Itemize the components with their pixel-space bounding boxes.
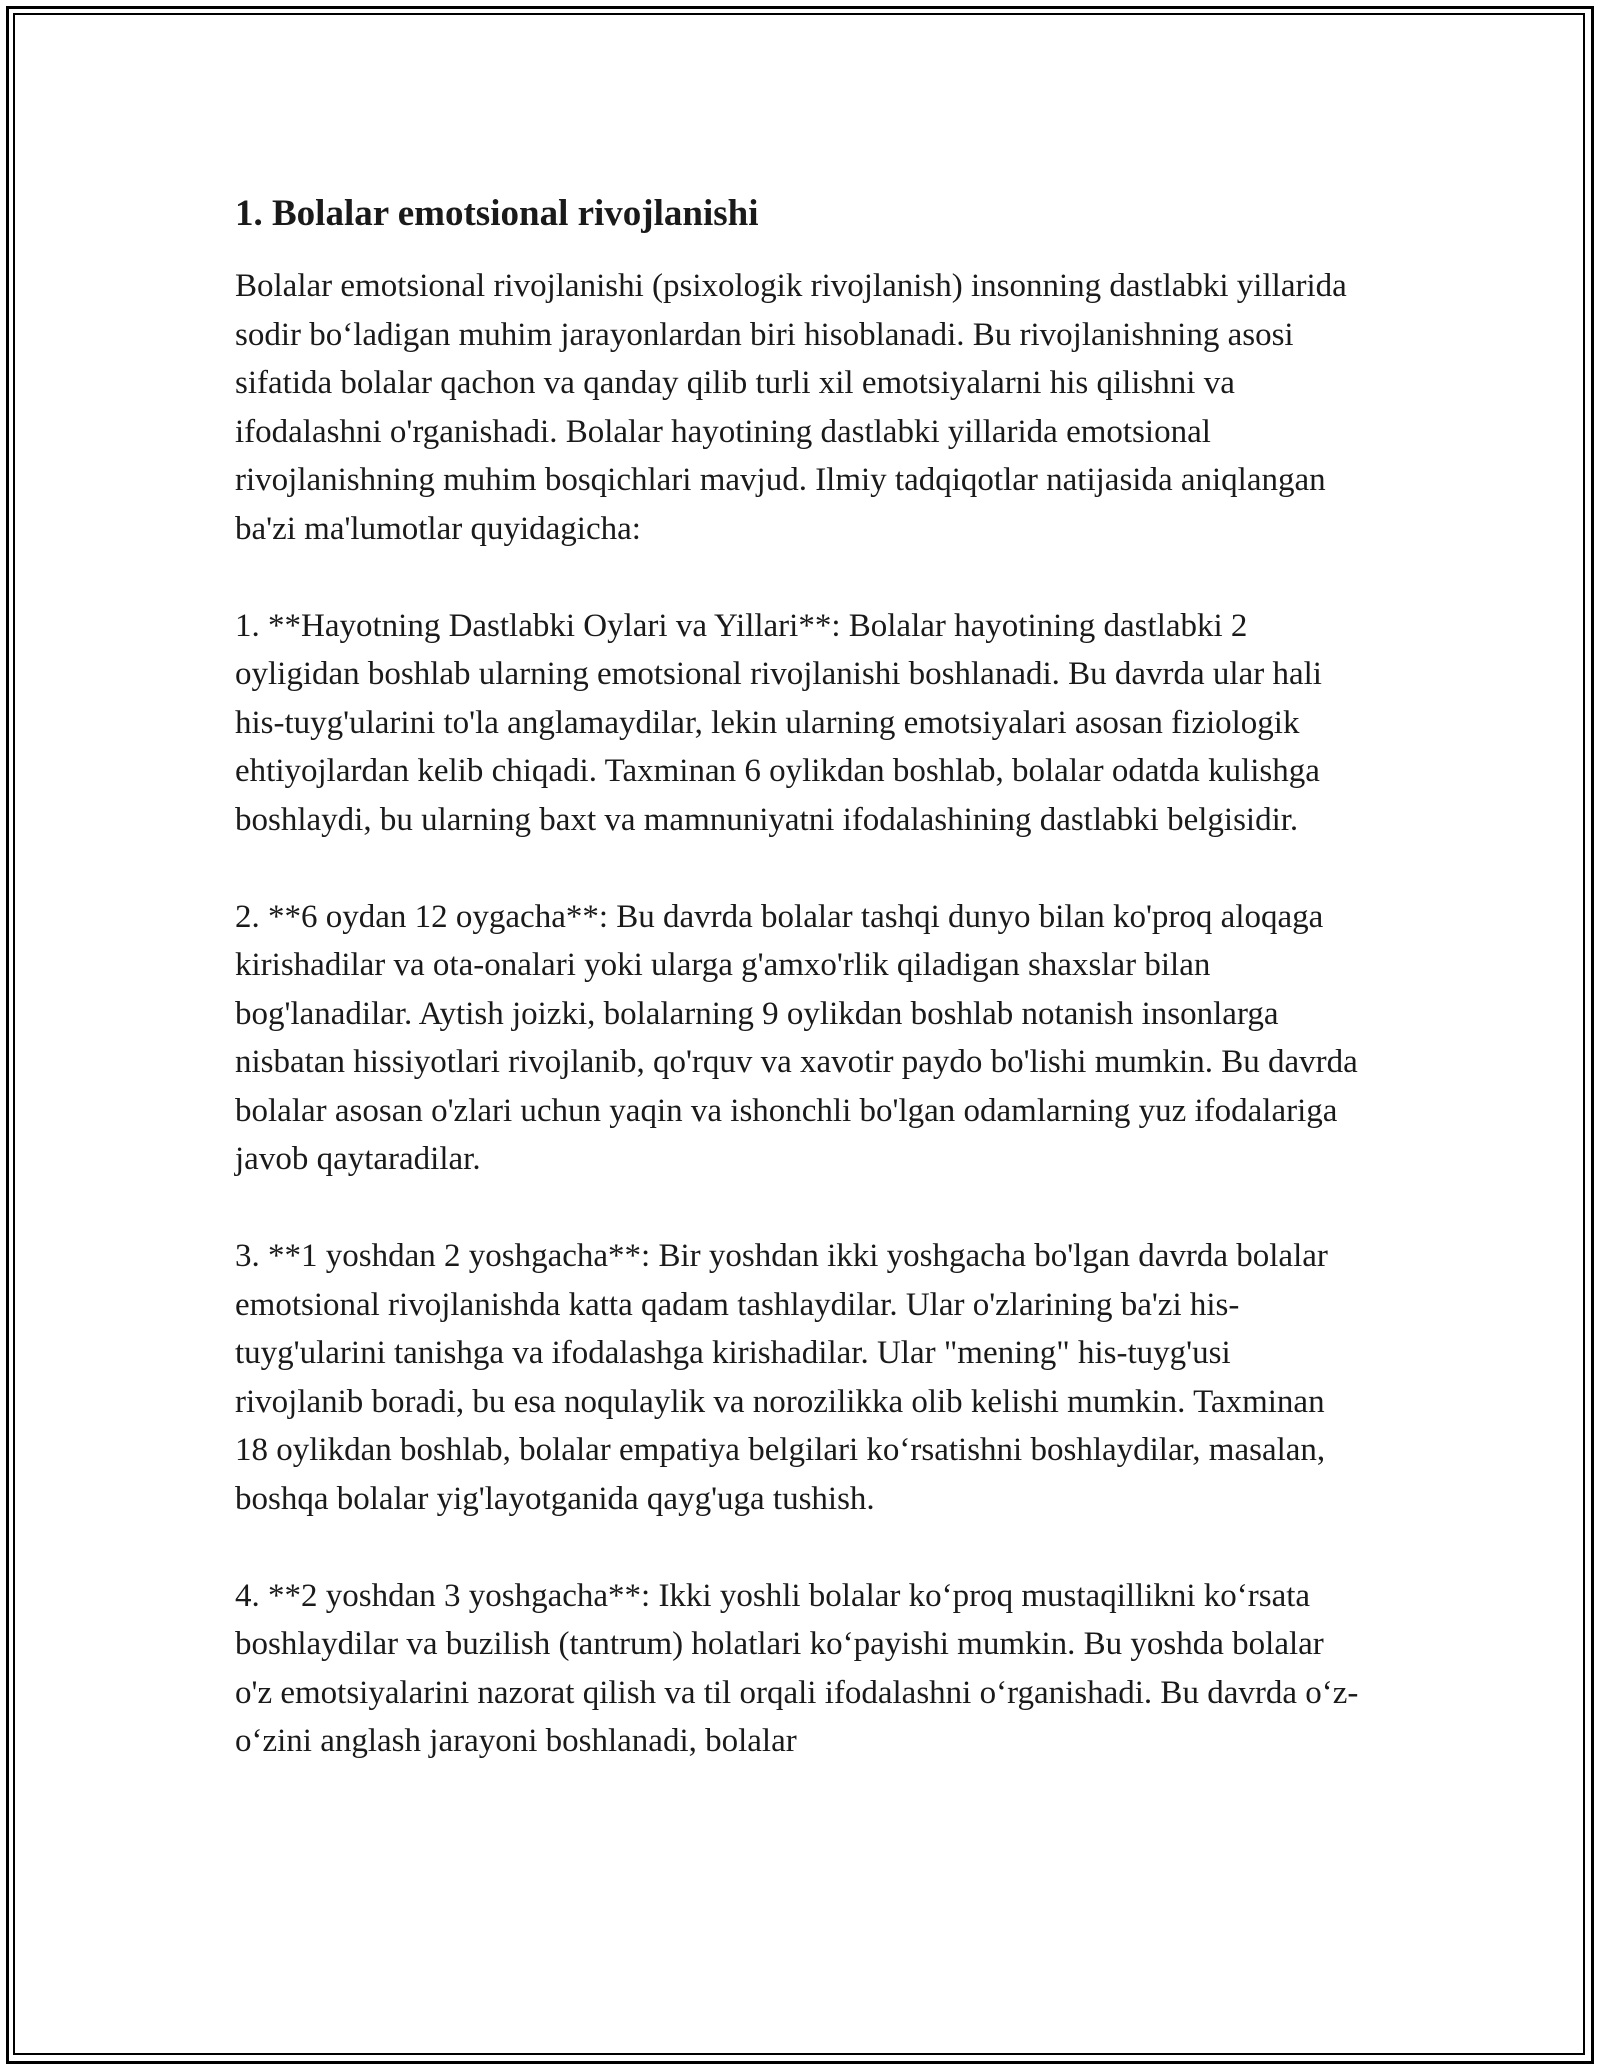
section-heading: 1. Bolalar emotsional rivojlanishi: [235, 193, 759, 234]
list-item-paragraph-2: 2. **6 oydan 12 oygacha**: Bu davrda bolalar tashqi dunyo bilan ko'proq aloqaga kirishadilar va ota-onalari yoki ularga g'amxo'rlik qiladigan shaxslar bilan bog'lanadilar. Aytish joizki, bolalarning 9 oylikdan boshlab notanish insonlarga nisbatan hissiyotlari rivojlanib, qo'rquv va xavotir paydo bo'lishi mumkin. Bu davrda bolalar asosan o'zlari uchun yaqin va ishonchli bo'lgan odamlarning yuz ifodalariga javob qaytaradilar.: [235, 898, 1358, 1177]
list-item-paragraph-4: 4. **2 yoshdan 3 yoshgacha**: Ikki yoshli bolalar ko‘proq mustaqillikni ko‘rsata boshlaydilar va buzilish (tantrum) holatlari ko‘payishi mumkin. Bu yoshda bolalar o'z emotsiyalarini nazorat qilish va til orqali ifodalashni o‘rganishadi. Bu davrda o‘z-o‘zini anglash jarayoni boshlanadi, bolalar: [235, 1577, 1359, 1759]
document-body: [235, 190, 1365, 1814]
list-item-paragraph-1: 1. **Hayotning Dastlabki Oylari va Yillari**: Bolalar hayotining dastlabki 2 oyligidan boshlab ularning emotsional rivojlanishi boshlanadi. Bu davrda ular hali his-tuyg'ularini to'la anglamaydilar, lekin ularning emotsiyalari asosan fiziologik ehtiyojlardan kelib chiqadi. Taxminan 6 oylikdan boshlab, bolalar odatda kulishga boshlaydi, bu ularning baxt va mamnuniyatni ifodalashining dastlabki belgisidir.: [235, 607, 1322, 838]
list-item-paragraph-3: 3. **1 yoshdan 2 yoshgacha**: Bir yoshdan ikki yoshgacha bo'lgan davrda bolalar emotsional rivojlanishda katta qadam tashlaydilar. Ular o'zlarining ba'zi his-tuyg'ularini tanishga va ifodalashga kirishadilar. Ular "mening" his-tuyg'usi rivojlanib boradi, bu esa noqulaylik va norozilikka olib kelishi mumkin. Taxminan 18 oylikdan boshlab, bolalar empatiya belgilari ko‘rsatishni boshlaydilar, masalan, boshqa bolalar yig'layotganida qayg'uga tushish.: [235, 1238, 1328, 1517]
intro-paragraph: Bolalar emotsional rivojlanishi (psixologik rivojlanish) insonning dastlabki yillarida sodir bo‘ladigan muhim jarayonlardan biri hisoblanadi. Bu rivojlanishning asosi sifatida bolalar qachon va qanday qilib turli xil emotsiyalarni his qilishni va ifodalashni o'rganishadi. Bolalar hayotining dastlabki yillarida emotsional rivojlanishning muhim bosqichlari mavjud. Ilmiy tadqiqotlar natijasida aniqlangan ba'zi ma'lumotlar quyidagicha:: [235, 268, 1347, 547]
